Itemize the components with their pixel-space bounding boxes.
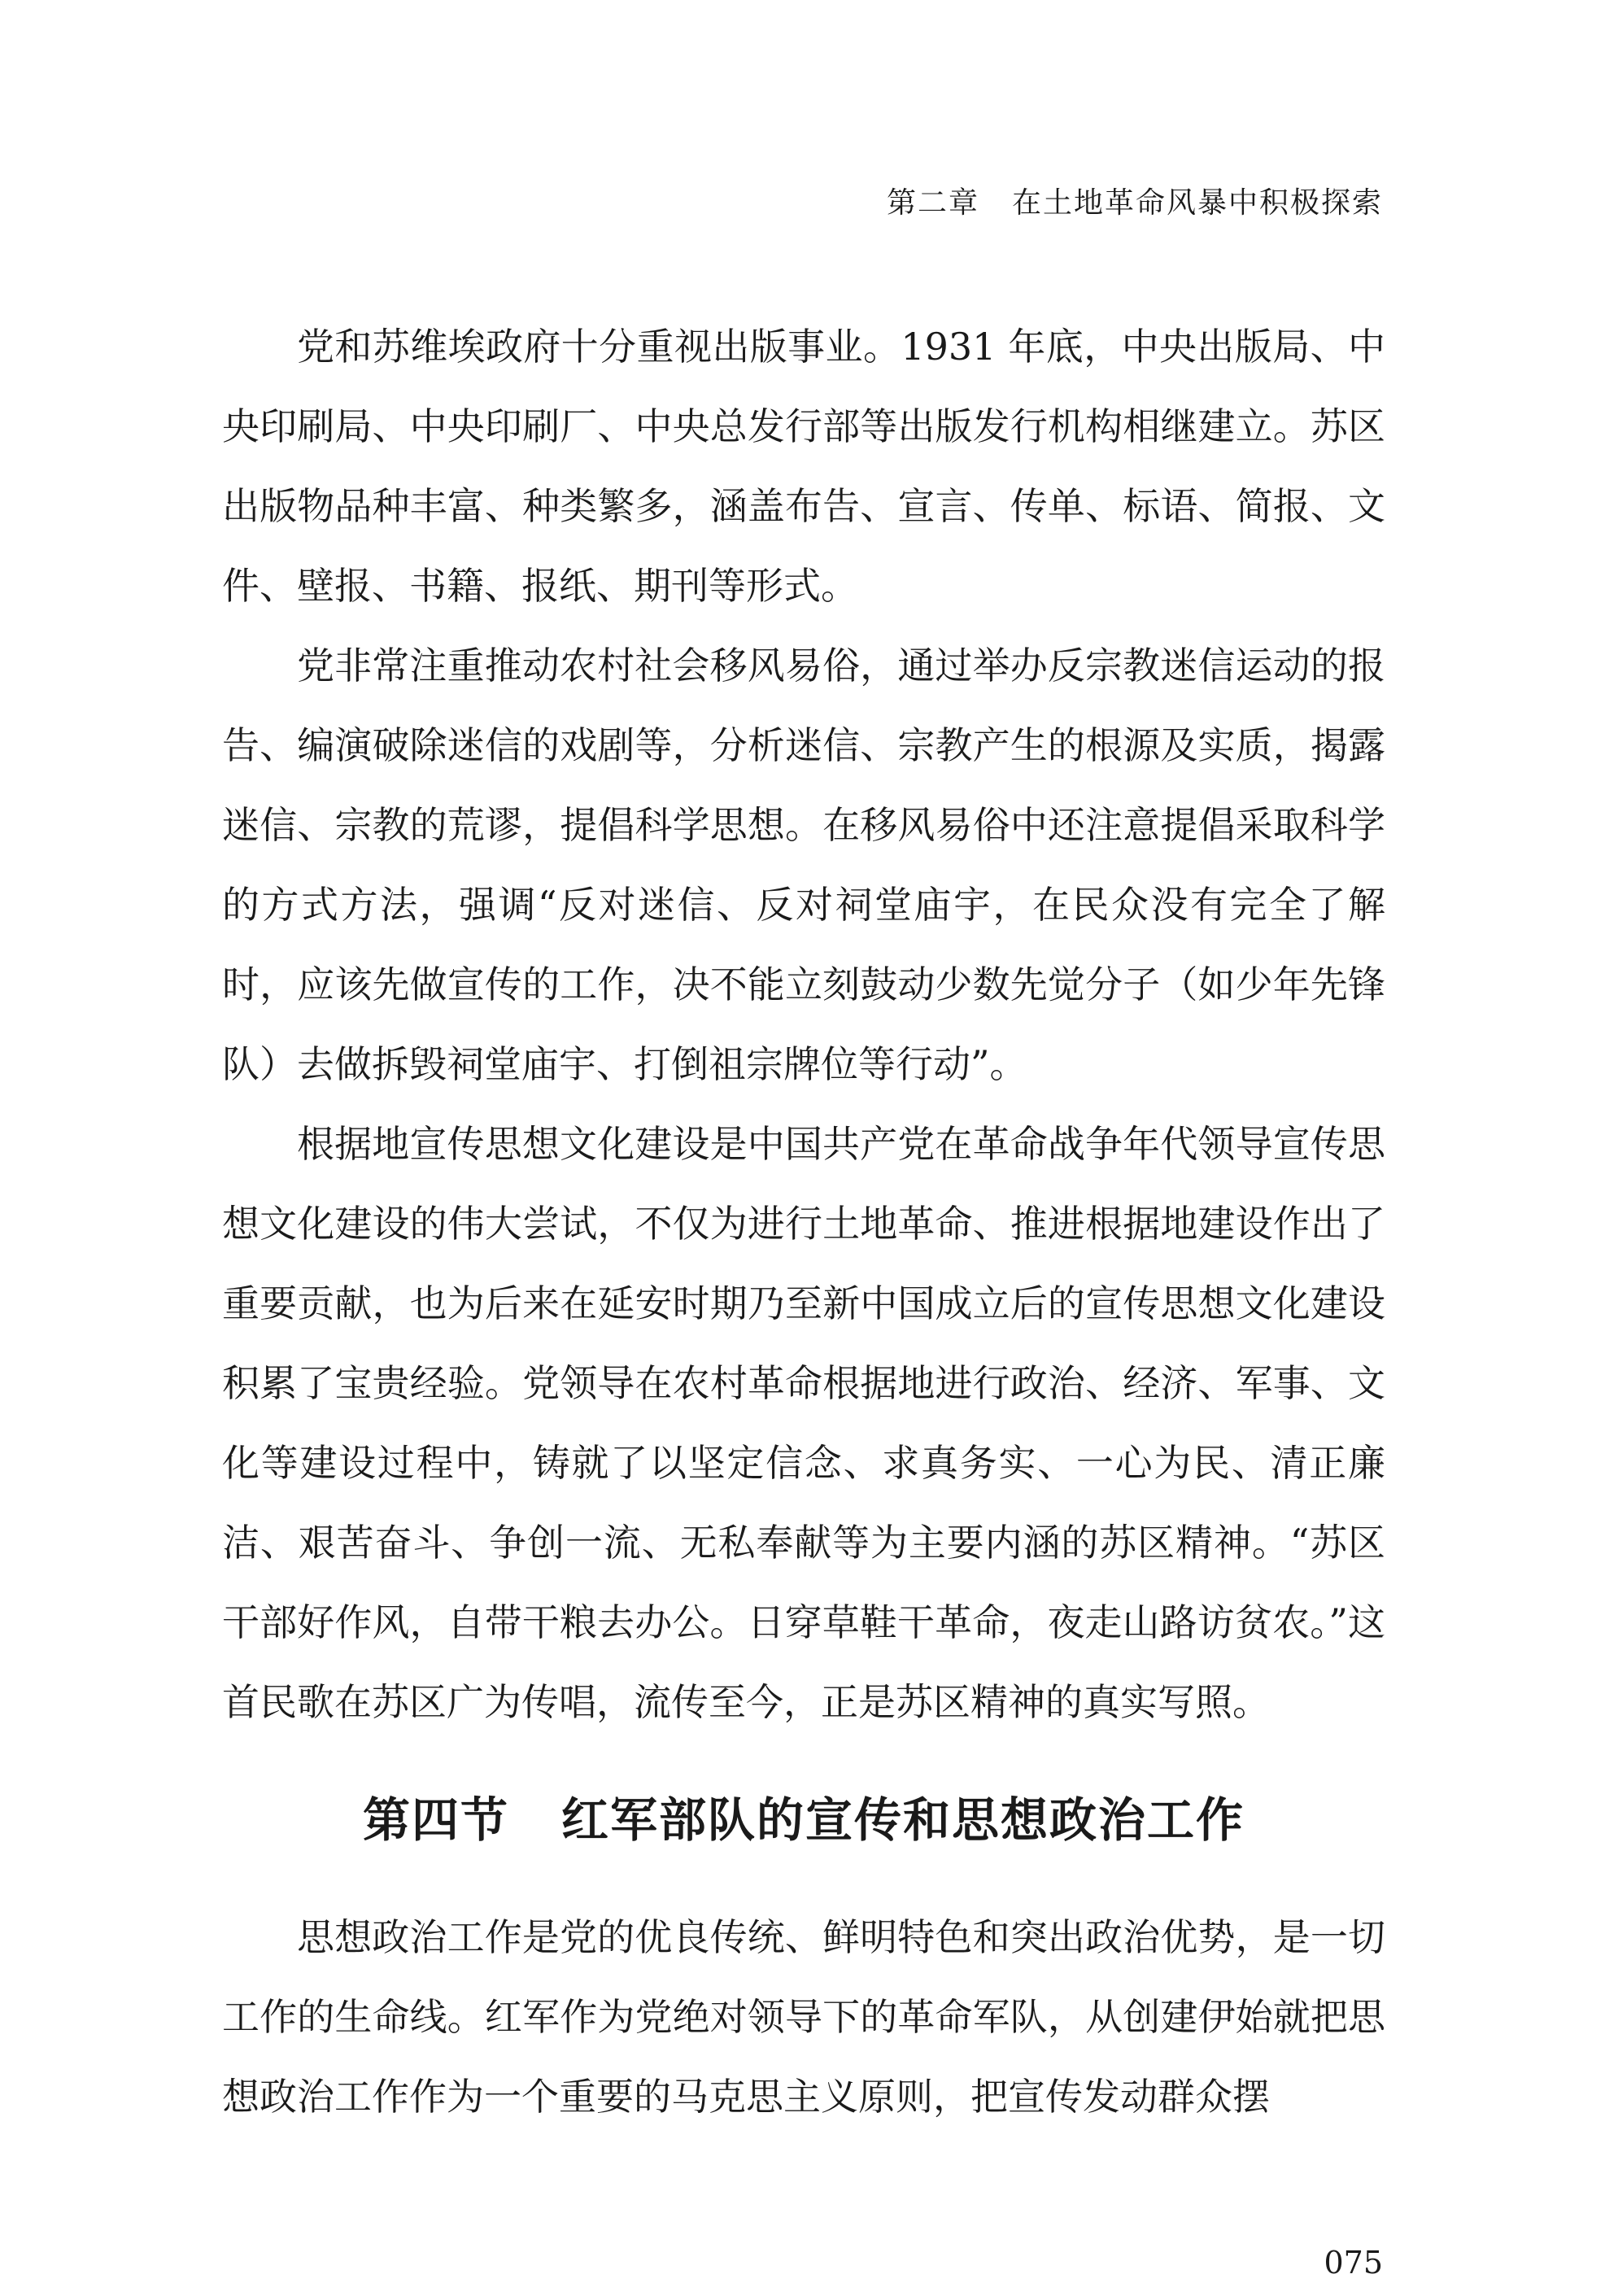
page-number: 075 [1324, 2245, 1383, 2281]
section-title: 红军部队的宣传和思想政治工作 [561, 1792, 1245, 1848]
paragraph: 思想政治工作是党的优良传统、鲜明特色和突出政治优势，是一切工作的生命线。红军作为党绝对领导下的革命军队，从创建伊始就把思想政治工作作为一个重要的马克思主义原则，把宣传发动群众摆 [222, 1915, 1385, 2119]
paragraph: 党非常注重推动农村社会移风易俗，通过举办反宗教迷信运动的报告、编演破除迷信的戏剧等，分析迷信、宗教产生的根源及实质，揭露迷信、宗教的荒谬，提倡科学思想。在移风易俗中还注意提倡采取科学的方式方法，强调“反对迷信、反对祠堂庙宇，在民众没有完全了解时，应该先做宣传的工作，决不能立刻鼓动少数先觉分子（如少年先锋队）去做拆毁祠堂庙宇、打倒祖宗牌位等行动”。 [222, 644, 1385, 1086]
section-body-text [222, 1897, 1385, 2137]
body-text [222, 307, 1385, 1742]
paragraph: 党和苏维埃政府十分重视出版事业。1931 年底，中央出版局、中央印刷局、中央印刷厂、中央总发行部等出版发行机构相继建立。苏区出版物品种丰富、种类繁多，涵盖布告、宣言、传单、标语、简报、文件、壁报、书籍、报纸、期刊等形式。 [222, 325, 1385, 608]
section-number: 第四节 [362, 1792, 509, 1848]
chapter-label: 第二章 [886, 186, 979, 220]
section-heading [222, 1783, 1385, 1857]
chapter-title: 在土地革命风暴中积极探索 [1011, 186, 1383, 220]
paragraph: 根据地宣传思想文化建设是中国共产党在革命战争年代领导宣传思想文化建设的伟大尝试，不仅为进行土地革命、推进根据地建设作出了重要贡献，也为后来在延安时期乃至新中国成立后的宣传思想文化建设积累了宝贵经验。党领导在农村革命根据地进行政治、经济、军事、文化等建设过程中，铸就了以坚定信念、求真务实、一心为民、清正廉洁、艰苦奋斗、争创一流、无私奉献等为主要内涵的苏区精神。“苏区干部好作风，自带干粮去办公。日穿草鞋干革命，夜走山路访贫农。”这首民歌在苏区广为传唱，流传至今，正是苏区精神的真实写照。 [222, 1122, 1385, 1724]
running-header [886, 186, 1383, 220]
